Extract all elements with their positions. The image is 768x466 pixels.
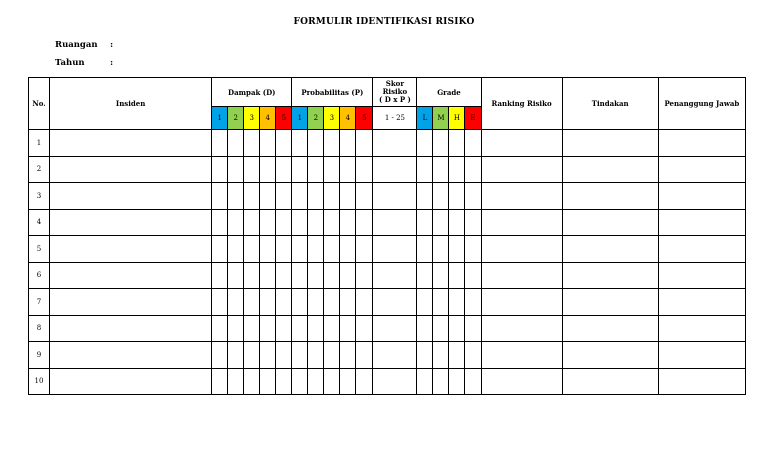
dampak-5-cell[interactable] <box>276 209 292 236</box>
grade-e-cell[interactable] <box>465 368 481 395</box>
ranking-cell[interactable] <box>481 289 562 316</box>
dampak-4-cell[interactable] <box>260 156 276 183</box>
ranking-cell[interactable] <box>481 156 562 183</box>
grade-e-cell[interactable] <box>465 342 481 369</box>
penanggung-jawab-cell[interactable] <box>658 262 745 289</box>
dampak-1-cell[interactable] <box>212 368 228 395</box>
grade-h-cell[interactable] <box>449 262 465 289</box>
insiden-cell[interactable] <box>50 262 212 289</box>
row-number: 4 <box>29 209 50 236</box>
dampak-5-cell[interactable] <box>276 262 292 289</box>
dampak-2-cell[interactable] <box>228 183 244 210</box>
probabilitas-4-cell[interactable] <box>340 236 356 263</box>
dampak-1-cell[interactable] <box>212 156 228 183</box>
header-probabilitas: Probabilitas (P) <box>292 78 373 107</box>
dampak-4-cell[interactable] <box>260 289 276 316</box>
probabilitas-5-cell[interactable] <box>356 342 373 369</box>
tindakan-cell[interactable] <box>562 289 658 316</box>
dampak-2-cell[interactable] <box>228 236 244 263</box>
grade-e-cell[interactable] <box>465 289 481 316</box>
tahun-field[interactable] <box>55 58 113 68</box>
grade-m-cell[interactable] <box>433 342 449 369</box>
probabilitas-4-cell[interactable] <box>340 262 356 289</box>
skor-cell[interactable] <box>373 262 417 289</box>
grade-e-cell[interactable] <box>465 262 481 289</box>
grade-e-cell[interactable] <box>465 130 481 157</box>
table-row <box>29 342 746 369</box>
table-row <box>29 262 746 289</box>
probabilitas-3-cell[interactable] <box>324 130 340 157</box>
penanggung-jawab-cell[interactable] <box>658 156 745 183</box>
table-row <box>29 130 746 157</box>
dampak-5-cell[interactable] <box>276 368 292 395</box>
probabilitas-3-cell[interactable] <box>324 262 340 289</box>
skor-cell[interactable] <box>373 315 417 342</box>
grade-m-cell[interactable] <box>433 183 449 210</box>
grade-scale-m: M <box>433 107 449 130</box>
dampak-4-cell[interactable] <box>260 342 276 369</box>
grade-h-cell[interactable] <box>449 183 465 210</box>
probabilitas-4-cell[interactable] <box>340 183 356 210</box>
dampak-3-cell[interactable] <box>244 156 260 183</box>
grade-h-cell[interactable] <box>449 156 465 183</box>
probabilitas-scale-5: 5 <box>356 107 373 130</box>
header-tindakan: Tindakan <box>562 78 658 130</box>
tindakan-cell[interactable] <box>562 315 658 342</box>
grade-l-cell[interactable] <box>417 156 433 183</box>
probabilitas-3-cell[interactable] <box>324 236 340 263</box>
dampak-1-cell[interactable] <box>212 262 228 289</box>
row-number: 3 <box>29 183 50 210</box>
table-row <box>29 368 746 395</box>
header-insiden: Insiden <box>50 78 212 130</box>
dampak-4-cell[interactable] <box>260 262 276 289</box>
dampak-1-cell[interactable] <box>212 289 228 316</box>
ranking-cell[interactable] <box>481 342 562 369</box>
penanggung-jawab-cell[interactable] <box>658 236 745 263</box>
dampak-2-cell[interactable] <box>228 209 244 236</box>
ranking-cell[interactable] <box>481 130 562 157</box>
dampak-4-cell[interactable] <box>260 183 276 210</box>
grade-l-cell[interactable] <box>417 289 433 316</box>
ruangan-field[interactable] <box>55 40 113 50</box>
dampak-4-cell[interactable] <box>260 236 276 263</box>
table-row <box>29 315 746 342</box>
tahun-label: Tahun <box>55 58 85 68</box>
penanggung-jawab-cell[interactable] <box>658 183 745 210</box>
probabilitas-5-cell[interactable] <box>356 262 373 289</box>
probabilitas-2-cell[interactable] <box>308 342 324 369</box>
grade-h-cell[interactable] <box>449 236 465 263</box>
probabilitas-3-cell[interactable] <box>324 315 340 342</box>
row-number: 7 <box>29 289 50 316</box>
probabilitas-2-cell[interactable] <box>308 130 324 157</box>
dampak-1-cell[interactable] <box>212 130 228 157</box>
probabilitas-1-cell[interactable] <box>292 130 308 157</box>
dampak-4-cell[interactable] <box>260 209 276 236</box>
dampak-2-cell[interactable] <box>228 130 244 157</box>
dampak-2-cell[interactable] <box>228 156 244 183</box>
probabilitas-5-cell[interactable] <box>356 236 373 263</box>
skor-line-3: ( D x P ) <box>378 95 411 104</box>
probabilitas-3-cell[interactable] <box>324 156 340 183</box>
dampak-2-cell[interactable] <box>228 289 244 316</box>
grade-l-cell[interactable] <box>417 315 433 342</box>
probabilitas-scale-1: 1 <box>292 107 308 130</box>
dampak-4-cell[interactable] <box>260 368 276 395</box>
skor-cell[interactable] <box>373 156 417 183</box>
probabilitas-1-cell[interactable] <box>292 209 308 236</box>
tindakan-cell[interactable] <box>562 183 658 210</box>
grade-e-cell[interactable] <box>465 183 481 210</box>
penanggung-jawab-cell[interactable] <box>658 368 745 395</box>
table-row <box>29 156 746 183</box>
table-row <box>29 289 746 316</box>
dampak-1-cell[interactable] <box>212 209 228 236</box>
insiden-cell[interactable] <box>50 183 212 210</box>
grade-h-cell[interactable] <box>449 130 465 157</box>
grade-e-cell[interactable] <box>465 156 481 183</box>
dampak-5-cell[interactable] <box>276 236 292 263</box>
grade-h-cell[interactable] <box>449 315 465 342</box>
probabilitas-1-cell[interactable] <box>292 368 308 395</box>
dampak-scale-2: 2 <box>228 107 244 130</box>
dampak-2-cell[interactable] <box>228 315 244 342</box>
probabilitas-2-cell[interactable] <box>308 315 324 342</box>
grade-l-cell[interactable] <box>417 209 433 236</box>
dampak-scale-3: 3 <box>244 107 260 130</box>
row-number: 8 <box>29 315 50 342</box>
header-dampak: Dampak (D) <box>212 78 292 107</box>
grade-scale-h: H <box>449 107 465 130</box>
probabilitas-5-cell[interactable] <box>356 368 373 395</box>
grade-l-cell[interactable] <box>417 130 433 157</box>
tindakan-cell[interactable] <box>562 342 658 369</box>
insiden-cell[interactable] <box>50 368 212 395</box>
insiden-cell[interactable] <box>50 209 212 236</box>
table-row <box>29 209 746 236</box>
probabilitas-1-cell[interactable] <box>292 315 308 342</box>
penanggung-jawab-cell[interactable] <box>658 342 745 369</box>
probabilitas-1-cell[interactable] <box>292 262 308 289</box>
grade-m-cell[interactable] <box>433 289 449 316</box>
insiden-cell[interactable] <box>50 130 212 157</box>
row-number: 6 <box>29 262 50 289</box>
grade-m-cell[interactable] <box>433 315 449 342</box>
dampak-1-cell[interactable] <box>212 315 228 342</box>
probabilitas-5-cell[interactable] <box>356 315 373 342</box>
tindakan-cell[interactable] <box>562 156 658 183</box>
probabilitas-3-cell[interactable] <box>324 342 340 369</box>
risk-table <box>28 77 746 395</box>
grade-h-cell[interactable] <box>449 368 465 395</box>
header-ranking-risiko: Ranking Risiko <box>481 78 562 130</box>
dampak-3-cell[interactable] <box>244 236 260 263</box>
tindakan-cell[interactable] <box>562 130 658 157</box>
ranking-cell[interactable] <box>481 315 562 342</box>
dampak-scale-4: 4 <box>260 107 276 130</box>
ranking-cell[interactable] <box>481 183 562 210</box>
grade-l-cell[interactable] <box>417 262 433 289</box>
skor-cell[interactable] <box>373 368 417 395</box>
dampak-3-cell[interactable] <box>244 262 260 289</box>
dampak-3-cell[interactable] <box>244 368 260 395</box>
tindakan-cell[interactable] <box>562 236 658 263</box>
tindakan-cell[interactable] <box>562 262 658 289</box>
probabilitas-scale-4: 4 <box>340 107 356 130</box>
tahun-separator: : <box>110 58 114 68</box>
table-row <box>29 183 746 210</box>
dampak-2-cell[interactable] <box>228 342 244 369</box>
probabilitas-5-cell[interactable] <box>356 289 373 316</box>
dampak-3-cell[interactable] <box>244 289 260 316</box>
row-number: 9 <box>29 342 50 369</box>
probabilitas-4-cell[interactable] <box>340 209 356 236</box>
penanggung-jawab-cell[interactable] <box>658 130 745 157</box>
skor-line-1: Skor <box>385 79 405 88</box>
ruangan-label: Ruangan <box>55 40 98 50</box>
probabilitas-1-cell[interactable] <box>292 183 308 210</box>
probabilitas-1-cell[interactable] <box>292 236 308 263</box>
probabilitas-5-cell[interactable] <box>356 209 373 236</box>
dampak-3-cell[interactable] <box>244 209 260 236</box>
probabilitas-4-cell[interactable] <box>340 130 356 157</box>
row-number: 1 <box>29 130 50 157</box>
tindakan-cell[interactable] <box>562 368 658 395</box>
row-number: 5 <box>29 236 50 263</box>
probabilitas-3-cell[interactable] <box>324 368 340 395</box>
skor-cell[interactable] <box>373 209 417 236</box>
probabilitas-4-cell[interactable] <box>340 368 356 395</box>
grade-h-cell[interactable] <box>449 209 465 236</box>
dampak-2-cell[interactable] <box>228 368 244 395</box>
header-skor-risiko <box>373 78 417 107</box>
probabilitas-2-cell[interactable] <box>308 368 324 395</box>
probabilitas-4-cell[interactable] <box>340 156 356 183</box>
skor-cell[interactable] <box>373 130 417 157</box>
insiden-cell[interactable] <box>50 236 212 263</box>
ranking-cell[interactable] <box>481 209 562 236</box>
probabilitas-3-cell[interactable] <box>324 209 340 236</box>
dampak-5-cell[interactable] <box>276 315 292 342</box>
insiden-cell[interactable] <box>50 156 212 183</box>
dampak-3-cell[interactable] <box>244 315 260 342</box>
probabilitas-5-cell[interactable] <box>356 156 373 183</box>
grade-scale-e: E <box>465 107 481 130</box>
penanggung-jawab-cell[interactable] <box>658 315 745 342</box>
probabilitas-2-cell[interactable] <box>308 262 324 289</box>
grade-e-cell[interactable] <box>465 209 481 236</box>
probabilitas-2-cell[interactable] <box>308 183 324 210</box>
dampak-3-cell[interactable] <box>244 183 260 210</box>
probabilitas-3-cell[interactable] <box>324 183 340 210</box>
probabilitas-5-cell[interactable] <box>356 183 373 210</box>
header-penanggung-jawab: Penanggung Jawab <box>658 78 745 130</box>
grade-l-cell[interactable] <box>417 183 433 210</box>
probabilitas-2-cell[interactable] <box>308 156 324 183</box>
form-title: FORMULIR IDENTIFIKASI RISIKO <box>293 17 475 27</box>
grade-scale-l: L <box>417 107 433 130</box>
row-number: 2 <box>29 156 50 183</box>
grade-m-cell[interactable] <box>433 262 449 289</box>
probabilitas-2-cell[interactable] <box>308 289 324 316</box>
dampak-5-cell[interactable] <box>276 130 292 157</box>
insiden-cell[interactable] <box>50 289 212 316</box>
grade-e-cell[interactable] <box>465 236 481 263</box>
insiden-cell[interactable] <box>50 315 212 342</box>
dampak-1-cell[interactable] <box>212 342 228 369</box>
dampak-5-cell[interactable] <box>276 156 292 183</box>
probabilitas-2-cell[interactable] <box>308 209 324 236</box>
probabilitas-3-cell[interactable] <box>324 289 340 316</box>
probabilitas-4-cell[interactable] <box>340 289 356 316</box>
probabilitas-1-cell[interactable] <box>292 342 308 369</box>
grade-m-cell[interactable] <box>433 368 449 395</box>
penanggung-jawab-cell[interactable] <box>658 209 745 236</box>
probabilitas-2-cell[interactable] <box>308 236 324 263</box>
row-number: 10 <box>29 368 50 395</box>
ranking-cell[interactable] <box>481 368 562 395</box>
probabilitas-1-cell[interactable] <box>292 156 308 183</box>
grade-m-cell[interactable] <box>433 156 449 183</box>
insiden-cell[interactable] <box>50 342 212 369</box>
dampak-5-cell[interactable] <box>276 289 292 316</box>
table-row <box>29 236 746 263</box>
skor-line-2: Risiko <box>382 87 408 96</box>
grade-m-cell[interactable] <box>433 236 449 263</box>
grade-h-cell[interactable] <box>449 289 465 316</box>
probabilitas-scale-3: 3 <box>324 107 340 130</box>
ranking-cell[interactable] <box>481 262 562 289</box>
skor-cell[interactable] <box>373 342 417 369</box>
penanggung-jawab-cell[interactable] <box>658 289 745 316</box>
dampak-1-cell[interactable] <box>212 183 228 210</box>
skor-cell[interactable] <box>373 183 417 210</box>
grade-l-cell[interactable] <box>417 236 433 263</box>
probabilitas-4-cell[interactable] <box>340 315 356 342</box>
header-no: No. <box>29 78 50 130</box>
dampak-4-cell[interactable] <box>260 130 276 157</box>
grade-e-cell[interactable] <box>465 315 481 342</box>
header-grade: Grade <box>417 78 481 107</box>
dampak-3-cell[interactable] <box>244 342 260 369</box>
dampak-4-cell[interactable] <box>260 315 276 342</box>
probabilitas-5-cell[interactable] <box>356 130 373 157</box>
dampak-2-cell[interactable] <box>228 262 244 289</box>
skor-range: 1 - 25 <box>373 107 417 130</box>
probabilitas-scale-2: 2 <box>308 107 324 130</box>
grade-l-cell[interactable] <box>417 368 433 395</box>
probabilitas-1-cell[interactable] <box>292 289 308 316</box>
skor-cell[interactable] <box>373 236 417 263</box>
dampak-scale-1: 1 <box>212 107 228 130</box>
dampak-5-cell[interactable] <box>276 183 292 210</box>
dampak-1-cell[interactable] <box>212 236 228 263</box>
probabilitas-4-cell[interactable] <box>340 342 356 369</box>
ruangan-separator: : <box>110 40 114 50</box>
grade-m-cell[interactable] <box>433 209 449 236</box>
skor-cell[interactable] <box>373 289 417 316</box>
ranking-cell[interactable] <box>481 236 562 263</box>
grade-m-cell[interactable] <box>433 130 449 157</box>
grade-l-cell[interactable] <box>417 342 433 369</box>
dampak-3-cell[interactable] <box>244 130 260 157</box>
grade-h-cell[interactable] <box>449 342 465 369</box>
dampak-5-cell[interactable] <box>276 342 292 369</box>
tindakan-cell[interactable] <box>562 209 658 236</box>
dampak-scale-5: 5 <box>276 107 292 130</box>
